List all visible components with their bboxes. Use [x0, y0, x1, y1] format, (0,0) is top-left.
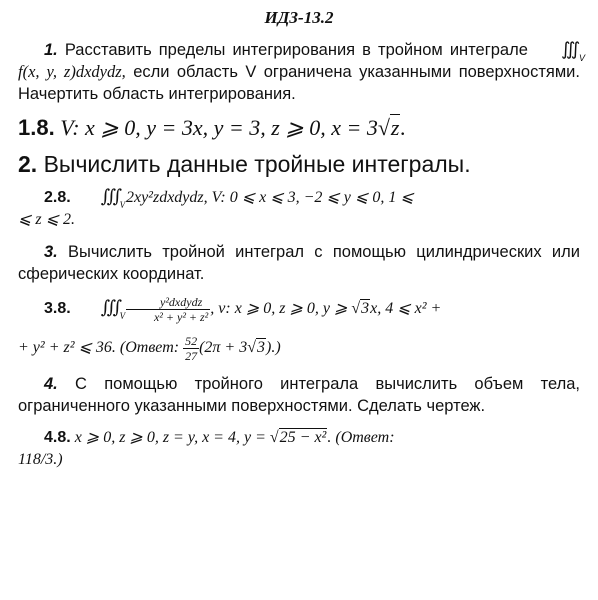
- equation-4-8-body: x ⩾ 0, z ⩾ 0, z = y, x = 4, y =: [74, 429, 270, 446]
- answer-denominator: 27: [185, 349, 198, 363]
- equation-1-8-label: 1.8.: [18, 115, 55, 140]
- task-4: [18, 373, 580, 417]
- fraction-numerator: y²dxdydz: [126, 295, 210, 310]
- equation-4-8: [18, 427, 580, 449]
- equation-2-8-label: 2.8.: [44, 189, 71, 206]
- sqrt-sign: √: [269, 429, 279, 446]
- equation-3-8-root1: 3: [361, 300, 370, 318]
- task-2-number: 2.: [18, 151, 38, 177]
- triple-integral-sign: ∭ V: [535, 38, 580, 60]
- sqrt-sign: √: [351, 300, 361, 318]
- equation-3-8-line2-a: + y² + z² ⩽ 36.: [18, 339, 116, 357]
- integral-domain-label: V: [119, 311, 126, 322]
- equation-4-8-label: 4.8.: [44, 429, 71, 446]
- task-1-text-a: Расставить пределы интегрирования в тройном интеграле: [64, 41, 528, 59]
- fraction-denominator: x² + y² + z²: [153, 310, 209, 324]
- answer-paren-open: (: [119, 339, 126, 357]
- equation-2-8-line1: 2xy²zdxdydz, V: 0 ⩽ x ⩽ 3, −2 ⩽ y ⩽ 0, 1 ⩽: [125, 189, 414, 206]
- answer-part-a: (2π + 3: [199, 339, 248, 357]
- equation-3-8-line1-end: x, 4 ⩽ x² +: [370, 300, 442, 318]
- answer-label: Ответ:: [125, 339, 180, 357]
- sqrt-sign: √: [247, 339, 256, 357]
- equation-1-8-body: V: x ⩾ 0, y = 3x, y = 3, z ⩾ 0, x = 3: [60, 115, 378, 140]
- equation-3-8: [18, 295, 580, 324]
- document-title: ИДЗ-13.2: [264, 8, 334, 27]
- equation-3-8-line2: [18, 334, 580, 363]
- task-2-text: Вычислить данные тройные интегралы.: [43, 151, 471, 177]
- integral-domain-label: V: [119, 200, 126, 210]
- task-3: [18, 241, 580, 285]
- answer-value: 118/3.): [18, 451, 63, 468]
- equation-2-8: [18, 185, 580, 209]
- task-3-text: Вычислить тройной интеграл с помощью цилиндрических или сферических координат.: [18, 243, 580, 283]
- task-2: [18, 149, 580, 179]
- equation-1-8-root: z: [390, 115, 400, 140]
- equation-3-8-line1-tail: , v: x ⩾ 0, z ⩾ 0, y ⩾: [210, 300, 352, 318]
- task-1-integrand: f(x, y, z)dxdydz,: [18, 62, 126, 81]
- integral-domain-label: V: [578, 53, 585, 63]
- equation-4-8-root: 25 − x²: [279, 429, 327, 446]
- answer-fraction: [183, 334, 199, 363]
- equation-1-8: [18, 113, 580, 143]
- task-4-number: 4.: [44, 375, 58, 393]
- task-1-number: 1.: [44, 41, 58, 59]
- answer-part-b: ).): [266, 339, 281, 357]
- integrand-fraction: [126, 295, 210, 324]
- equation-2-8-line2: ⩽ z ⩽ 2.: [18, 211, 76, 228]
- task-1: [18, 38, 585, 105]
- triple-integral-sign: ∭ V: [75, 185, 122, 207]
- task-3-number: 3.: [44, 243, 58, 261]
- answer-label: (Ответ:: [335, 429, 395, 446]
- answer-numerator: 52: [185, 334, 198, 348]
- equation-1-8-tail: .: [400, 115, 406, 140]
- equation-3-8-label: 3.8.: [44, 300, 71, 318]
- task-4-text: С помощью тройного интеграла вычислить объем тела, ограниченного указанными поверхностями. Сделать чертеж.: [18, 375, 580, 415]
- triple-integral-sign: ∭ V: [75, 296, 122, 318]
- answer-root: 3: [257, 339, 265, 357]
- sqrt-sign: √: [377, 115, 390, 140]
- task-1-text-b: если область V ограничена указанными поверхностями. Начертить область интегрирования.: [18, 63, 580, 103]
- equation-4-8-tail: .: [327, 429, 332, 446]
